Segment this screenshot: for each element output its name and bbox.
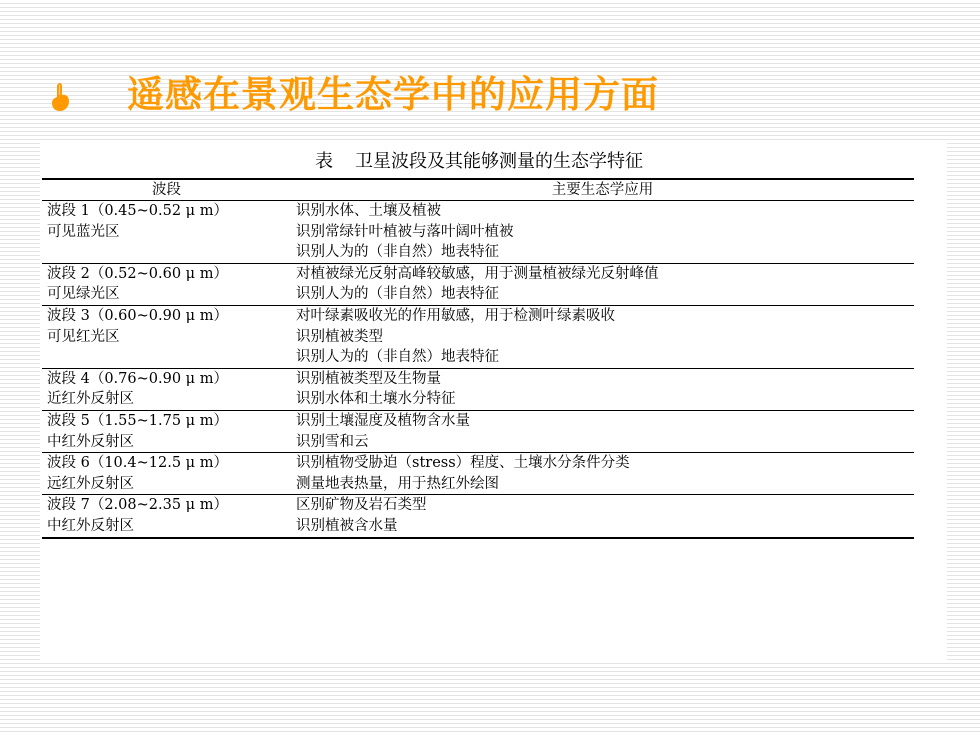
application-item: 识别植被类型 <box>296 328 383 345</box>
table-row <box>42 410 914 452</box>
application-cell <box>291 201 914 264</box>
application-item: 识别水体和土壤水分特征 <box>296 391 456 408</box>
band-region: 可见红光区 <box>47 328 120 345</box>
application-item: 识别人为的（非自然）地表特征 <box>296 244 499 261</box>
slide-title: 遥感在景观生态学中的应用方面 <box>127 73 659 116</box>
header-application: 主要生态学应用 <box>551 182 654 198</box>
table-row <box>42 201 914 264</box>
band-cell <box>42 495 291 538</box>
application-item: 识别水体、土壤及植被 <box>296 203 441 219</box>
application-item: 识别植物受胁迫（stress）程度、土壤水分条件分类 <box>296 455 630 472</box>
band-range: 波段 6（10.4~12.5 μ m） <box>47 455 228 472</box>
application-item: 测量地表热量，用于热红外绘图 <box>296 475 499 492</box>
band-cell <box>42 201 291 264</box>
application-item: 识别土壤湿度及植物含水量 <box>296 412 470 429</box>
band-region: 可见绿光区 <box>47 286 120 303</box>
band-cell <box>42 305 291 368</box>
application-item: 识别人为的（非自然）地表特征 <box>296 286 499 303</box>
band-range: 波段 1（0.45~0.52 μ m） <box>47 203 228 219</box>
table-header-row <box>42 179 914 201</box>
band-cell <box>42 368 291 410</box>
table-row <box>42 453 914 495</box>
satellite-bands-table <box>42 178 914 539</box>
band-cell <box>42 410 291 452</box>
band-region: 中红外反射区 <box>47 517 134 534</box>
band-region: 近红外反射区 <box>47 391 134 408</box>
band-range: 波段 7（2.08~2.35 μ m） <box>47 497 228 514</box>
table-caption <box>315 148 643 176</box>
application-item: 对叶绿素吸收光的作用敏感，用于检测叶绿素吸收 <box>296 307 615 324</box>
table-caption-prefix: 表 <box>315 151 333 172</box>
band-cell <box>42 263 291 305</box>
application-item: 识别植被含水量 <box>296 517 398 534</box>
application-cell <box>291 453 914 495</box>
header-band: 波段 <box>152 182 181 198</box>
pointing-hand-icon <box>50 82 72 112</box>
band-range: 波段 4（0.76~0.90 μ m） <box>47 370 228 387</box>
application-item: 识别人为的（非自然）地表特征 <box>296 349 499 366</box>
application-item: 识别雪和云 <box>296 433 369 450</box>
band-range: 波段 3（0.60~0.90 μ m） <box>47 307 228 324</box>
application-cell <box>291 305 914 368</box>
application-cell <box>291 495 914 538</box>
table-row <box>42 263 914 305</box>
band-range: 波段 2（0.52~0.60 μ m） <box>47 265 228 282</box>
application-cell <box>291 368 914 410</box>
band-region: 可见蓝光区 <box>47 223 120 240</box>
application-item: 对植被绿光反射高峰较敏感，用于测量植被绿光反射峰值 <box>296 265 659 282</box>
band-range: 波段 5（1.55~1.75 μ m） <box>47 412 228 429</box>
application-cell <box>291 263 914 305</box>
table-row <box>42 368 914 410</box>
band-region: 远红外反射区 <box>47 475 134 492</box>
band-cell <box>42 453 291 495</box>
application-cell <box>291 410 914 452</box>
application-item: 识别常绿针叶植被与落叶阔叶植被 <box>296 223 514 240</box>
band-region: 中红外反射区 <box>47 433 134 450</box>
application-item: 识别植被类型及生物量 <box>296 370 441 387</box>
table-row <box>42 305 914 368</box>
table-caption-text: 卫星波段及其能够测量的生态学特征 <box>355 151 643 172</box>
table-body <box>42 201 914 538</box>
application-item: 区别矿物及岩石类型 <box>296 497 427 514</box>
table-row <box>42 495 914 538</box>
